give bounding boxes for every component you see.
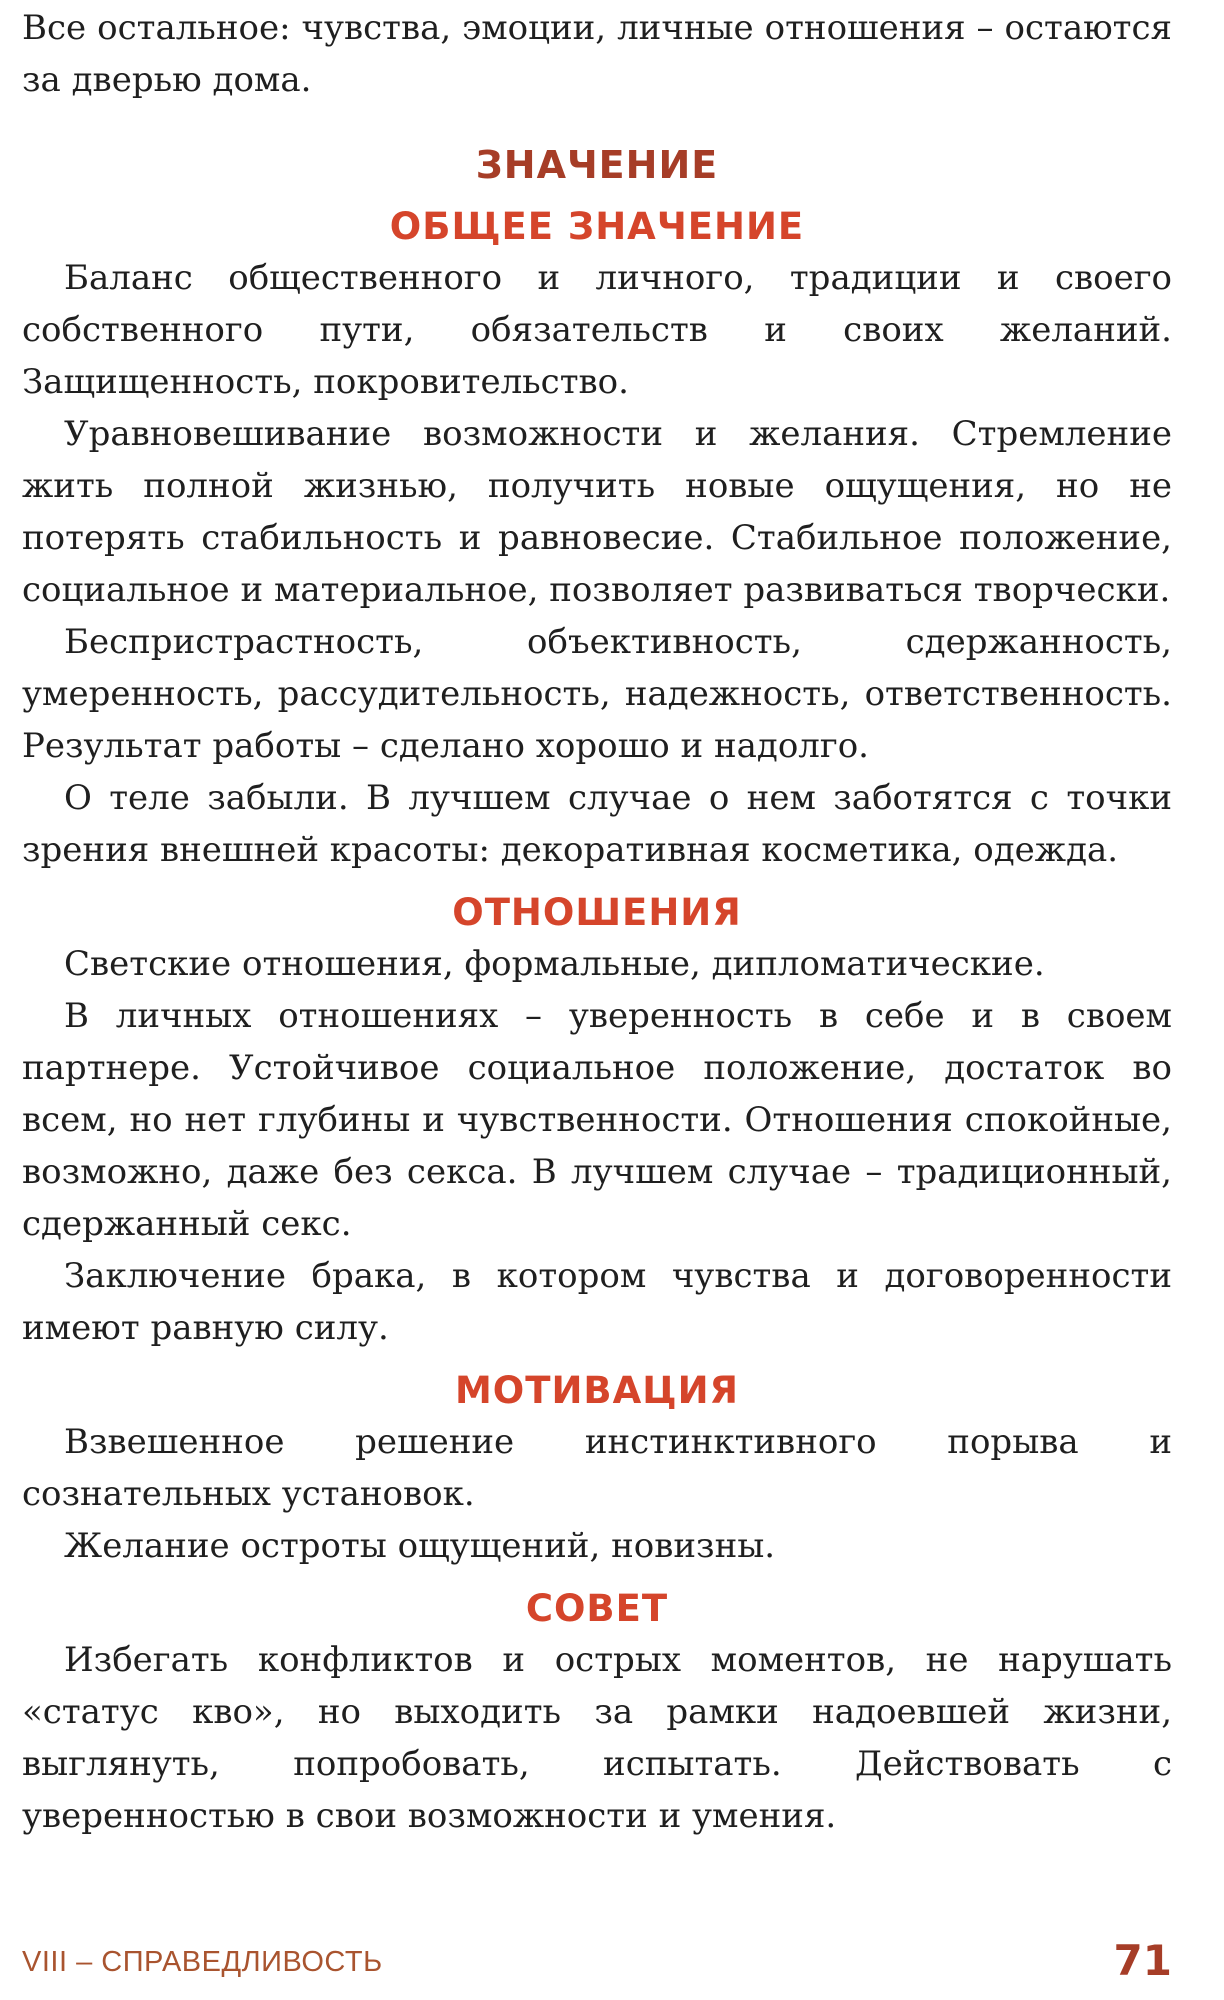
paragraph: Избегать конфликтов и острых моментов, не нарушать «статус кво», но выходить за рамки надоевшей жизни, выглянуть, попробовать, испытать. Действовать с уверенностью в свои возможности и умения. bbox=[22, 1640, 1172, 1836]
paragraph: Светские отношения, формальные, дипломатические. bbox=[64, 944, 1045, 984]
paragraph: Беспристрастность, объективность, сдержанность, умеренность, рассудительность, надежность, ответственность. Результат работы – сделано хорошо и надолго. bbox=[22, 622, 1172, 766]
page-content bbox=[22, 0, 1172, 1842]
page-number: 71 bbox=[1113, 1936, 1172, 1985]
main-heading: ЗНАЧЕНИЕ bbox=[475, 143, 719, 187]
section-heading-relations: ОТНОШЕНИЯ bbox=[452, 891, 742, 934]
intro-paragraph: Все остальное: чувства, эмоции, личные отношения – остаются за дверью дома. bbox=[22, 8, 1172, 100]
page-footer bbox=[22, 1936, 1172, 1986]
paragraph: Взвешенное решение инстинктивного порыва и сознательных установок. bbox=[22, 1422, 1172, 1514]
section-heading-general: ОБЩЕЕ ЗНАЧЕНИЕ bbox=[389, 205, 805, 248]
section-heading-motivation: МОТИВАЦИЯ bbox=[454, 1369, 740, 1412]
paragraph: В личных отношениях – уверенность в себе и в своем партнере. Устойчивое социальное положение, достаток во всем, но нет глубины и чувственности. Отношения спокойные, возможно, даже без секса. В лучшем случае – традиционный, сдержанный секс. bbox=[22, 996, 1172, 1244]
paragraph: Уравновешивание возможности и желания. Стремление жить полной жизнью, получить новые ощущения, но не потерять стабильность и равновесие. Стабильное положение, социальное и материальное, позволяет развиваться творчески. bbox=[22, 414, 1172, 610]
paragraph: Баланс общественного и личного, традиции и своего собственного пути, обязательств и своих желаний. Защищенность, покровительство. bbox=[22, 258, 1172, 402]
section-heading-advice: СОВЕТ bbox=[525, 1587, 669, 1630]
chapter-title: VIII – СПРАВЕДЛИВОСТЬ bbox=[22, 1946, 383, 1978]
paragraph: Заключение брака, в котором чувства и договоренности имеют равную силу. bbox=[22, 1256, 1172, 1348]
paragraph: Желание остроты ощущений, новизны. bbox=[64, 1526, 776, 1566]
paragraph: О теле забыли. В лучшем случае о нем заботятся с точки зрения внешней красоты: декоративная косметика, одежда. bbox=[22, 778, 1172, 870]
